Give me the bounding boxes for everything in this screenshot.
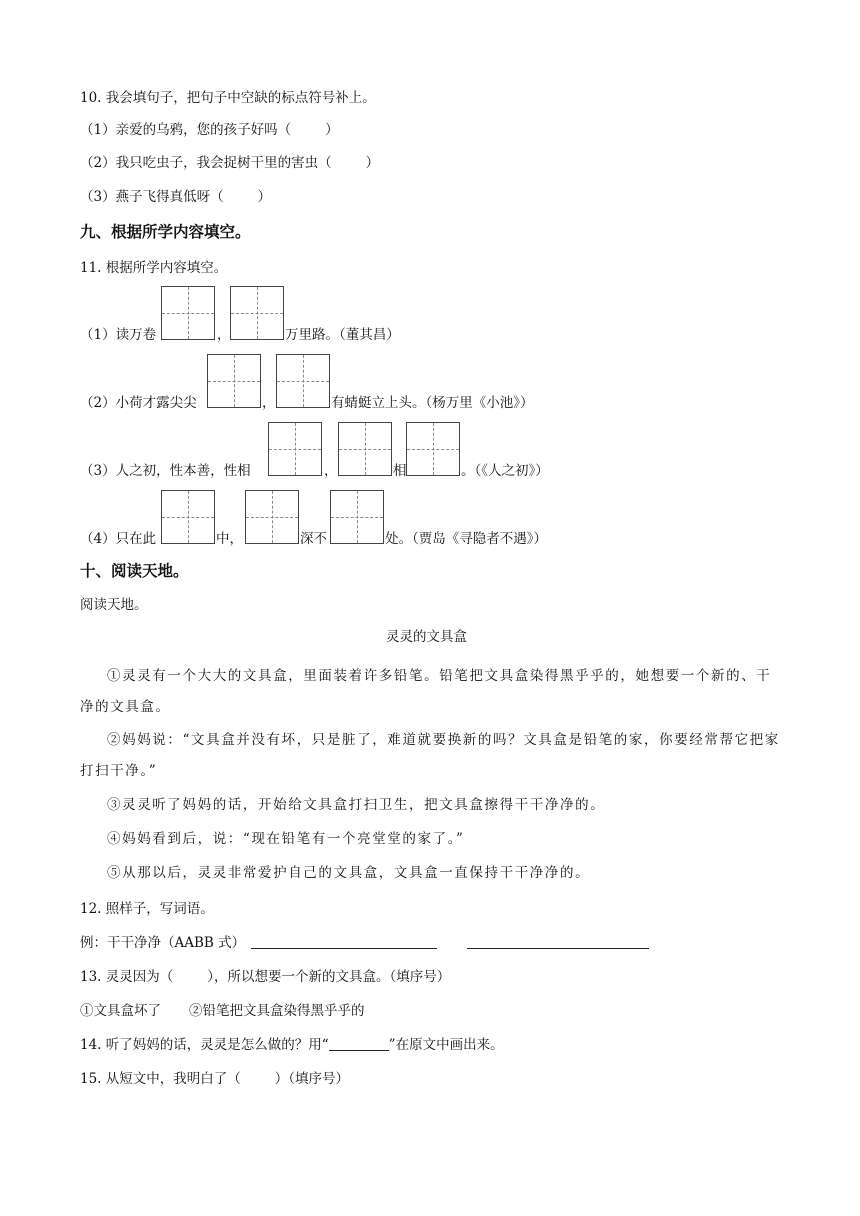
writing-box[interactable]: [207, 354, 261, 408]
writing-box[interactable]: [406, 422, 460, 476]
q11-line-4-a: （4）只在此: [80, 531, 157, 547]
q15-b: ）（填序号）: [274, 1071, 350, 1087]
q10-item-2-text: （2）我只吃虫子，我会捉树干里的害虫（: [80, 155, 332, 171]
passage-paragraph-3: ③灵灵听了妈妈的话，开始给文具盒打扫卫生，把文具盒擦得干干净净的。: [107, 797, 606, 813]
q11-line-4-b: 中，: [216, 531, 243, 547]
q10-item-1: [80, 120, 339, 140]
q13-title-b: ），所以想要一个新的文具盒。（填序号）: [207, 969, 451, 985]
q10-item-2: [80, 153, 379, 173]
q11-line-2-c: 有蜻蜓立上头。（杨万里《小池》）: [331, 395, 534, 411]
writing-box[interactable]: [161, 490, 215, 544]
reading-intro: 阅读天地。: [80, 597, 148, 613]
writing-box[interactable]: [268, 422, 322, 476]
q12-example: 例：干干净净（AABB 式）: [80, 935, 246, 951]
answer-blank-2[interactable]: [467, 934, 649, 949]
q11-line-1-c: 万里路。（董其昌）: [285, 327, 400, 343]
q13-title: [80, 967, 450, 987]
writing-box[interactable]: [245, 490, 299, 544]
writing-box[interactable]: [230, 286, 284, 340]
q10-item-1-close: ）: [325, 122, 339, 138]
passage-title: 灵灵的文具盒: [386, 629, 467, 645]
q11-line-1-b: ，: [217, 327, 231, 343]
underline-sample: [329, 1036, 389, 1051]
q14: [80, 1035, 504, 1055]
answer-blank-1[interactable]: [251, 934, 437, 949]
q10-item-2-close: ）: [365, 155, 380, 171]
passage-paragraph-4: ④妈妈看到后，说：“现在铅笔有一个亮堂堂的家了。”: [107, 831, 465, 847]
passage-paragraph-2: ②妈妈说：“文具盒并没有坏，只是脏了，难道就要换新的吗？文具盒是铅笔的家，你要经常帮它把家打扫干净。”: [80, 732, 780, 779]
q11-line-3-c: 相: [393, 463, 407, 479]
q11-line-3-b: ，: [324, 463, 338, 479]
q10-item-3: [80, 187, 271, 207]
section-9-heading: 九、根据所学内容填空。: [80, 223, 251, 241]
q11-line-4-d: 处。（贾岛《寻隐者不遇》）: [385, 531, 547, 547]
q11-line-4-c: 深不: [300, 531, 327, 547]
passage-paragraph-1: ①灵灵有一个大大的文具盒，里面装着许多铅笔。铅笔把文具盒染得黑乎乎的，她想要一个新的、干净的文具盒。: [80, 668, 772, 715]
q10-item-1-text: （1）亲爱的乌鸦，您的孩子好吗（: [80, 122, 292, 138]
q15: [80, 1069, 349, 1089]
writing-box[interactable]: [161, 286, 215, 340]
q11-title: 11. 根据所学内容填空。: [80, 260, 228, 276]
q13-title-a: 13. 灵灵因为（: [80, 969, 174, 985]
q11-line-2-a: （2）小荷才露尖尖: [80, 395, 197, 411]
q11-line-3-d: 。（《人之初》）: [461, 463, 549, 479]
q10-title: 10. 我会填句子，把句子中空缺的标点符号补上。: [80, 90, 376, 106]
q11-line-3-a: （3）人之初，性本善，性相: [80, 463, 251, 479]
q15-a: 15. 从短文中，我明白了（: [80, 1071, 241, 1087]
q13-options: [80, 1001, 365, 1021]
q13-option-2: ②铅笔把文具盒染得黑乎乎的: [189, 1003, 365, 1019]
q14-b: ”在原文中画出来。: [388, 1037, 504, 1053]
q11-line-2-b: ，: [262, 395, 276, 411]
q12-example-row: [80, 933, 649, 953]
q10-item-3-text: （3）燕子飞得真低呀（: [80, 189, 224, 205]
writing-box[interactable]: [276, 354, 330, 408]
writing-box[interactable]: [330, 490, 384, 544]
q10-item-3-close: ）: [257, 189, 272, 205]
passage-paragraph-5: ⑤从那以后，灵灵非常爱护自己的文具盒，文具盒一直保持干干净净的。: [107, 865, 591, 881]
q13-option-1: ①文具盒坏了: [80, 1003, 161, 1019]
q12-title: 12. 照样子，写词语。: [80, 901, 214, 917]
writing-box[interactable]: [338, 422, 392, 476]
section-10-heading: 十、阅读天地。: [80, 562, 189, 580]
q14-a: 14. 听了妈妈的话，灵灵是怎么做的？用“: [80, 1037, 329, 1053]
q11-line-1-a: （1）读万卷: [80, 327, 157, 343]
